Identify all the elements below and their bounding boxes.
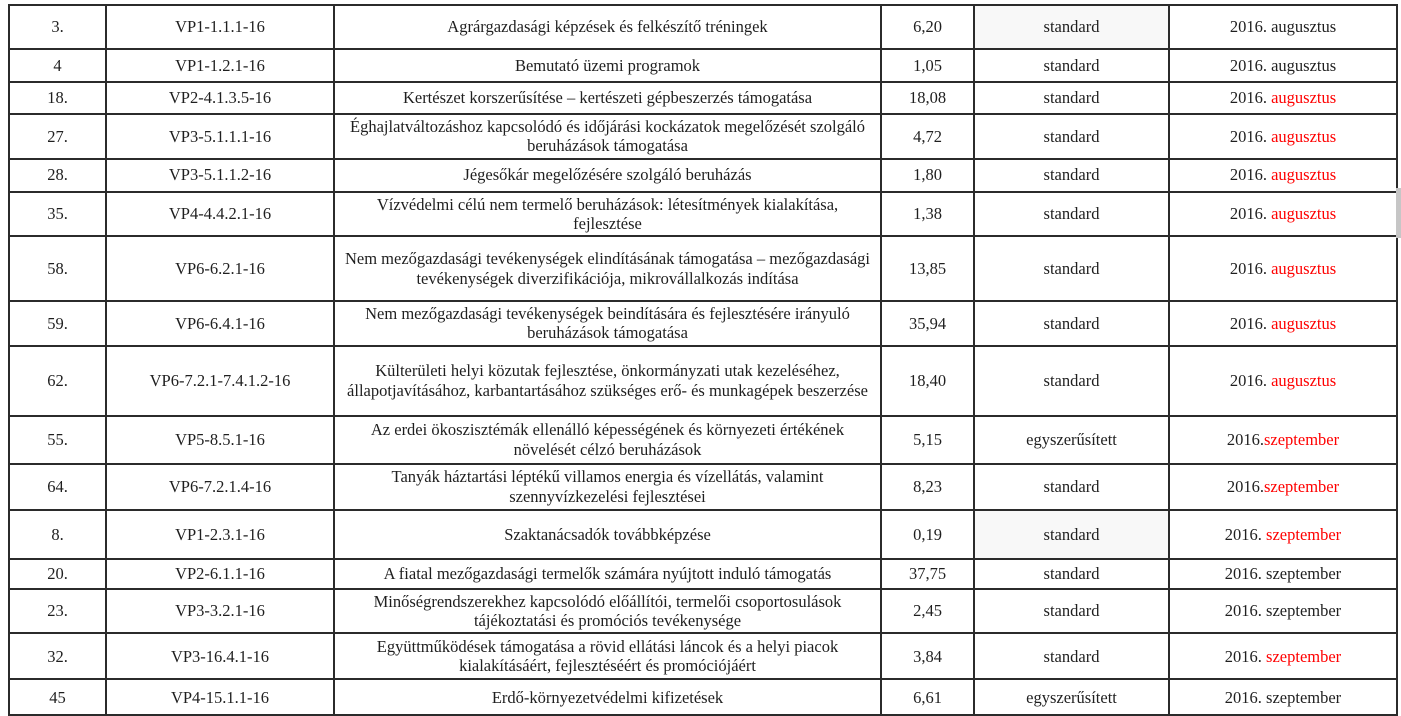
budget-value: 18,08 — [881, 82, 974, 114]
date-year: 2016. — [1224, 601, 1267, 621]
announcement-date — [1169, 589, 1397, 634]
procedure-type: standard — [974, 82, 1169, 114]
program-description: Jégesőkár megelőzésére szolgáló beruházás — [334, 159, 881, 192]
announcement-date — [1169, 464, 1397, 510]
program-description: Külterületi helyi közutak fejlesztése, önkormányzati utak kezeléséhez, állapotjavításához, karbantartásához szükséges erő- és munkagépek beszerzése — [334, 346, 881, 416]
date-year: 2016. — [1224, 564, 1267, 584]
row-number: 20. — [9, 559, 106, 589]
announcement-date — [1169, 510, 1397, 559]
procedure-type: standard — [974, 5, 1169, 49]
date-year: 2016. — [1229, 165, 1272, 185]
row-number: 8. — [9, 510, 106, 559]
table-row — [9, 589, 1397, 634]
budget-value: 3,84 — [881, 633, 974, 679]
budget-value: 4,72 — [881, 114, 974, 159]
program-code: VP1-1.2.1-16 — [106, 49, 334, 82]
date-month: augusztus — [1271, 259, 1337, 279]
row-number: 59. — [9, 301, 106, 346]
budget-value: 6,20 — [881, 5, 974, 49]
procedure-type: egyszerűsített — [974, 679, 1169, 715]
budget-value: 35,94 — [881, 301, 974, 346]
date-year: 2016. — [1229, 126, 1272, 146]
procedure-type: standard — [974, 301, 1169, 346]
date-year: 2016. — [1229, 88, 1272, 108]
row-number: 28. — [9, 159, 106, 192]
date-month: szeptember — [1266, 601, 1342, 621]
table-row — [9, 346, 1397, 416]
announcement-date — [1169, 114, 1397, 159]
table-row — [9, 464, 1397, 510]
program-code: VP3-5.1.1.2-16 — [106, 159, 334, 192]
date-month: augusztus — [1271, 165, 1337, 185]
announcement-date — [1169, 192, 1397, 237]
program-description: Tanyák háztartási léptékű villamos energia és vízellátás, valamint szennyvízkezelési fejlesztései — [334, 464, 881, 510]
program-description: Vízvédelmi célú nem termelő beruházások: létesítmények kialakítása, fejlesztése — [334, 192, 881, 237]
procedure-type: standard — [974, 236, 1169, 301]
budget-value: 1,38 — [881, 192, 974, 237]
row-number: 55. — [9, 416, 106, 464]
program-description: Kertészet korszerűsítése – kertészeti gépbeszerzés támogatása — [334, 82, 881, 114]
budget-value: 1,05 — [881, 49, 974, 82]
date-month: augusztus — [1271, 55, 1337, 75]
program-description: Együttműködések támogatása a rövid ellátási láncok és a helyi piacok kialakításáért, fejlesztéséért és promóciójáért — [334, 633, 881, 679]
table-row — [9, 49, 1397, 82]
date-year: 2016. — [1229, 371, 1272, 391]
row-number: 32. — [9, 633, 106, 679]
date-year: 2016. — [1224, 687, 1267, 707]
announcement-date — [1169, 679, 1397, 715]
date-year: 2016. — [1229, 204, 1272, 224]
program-description: Nem mezőgazdasági tevékenységek elindításának támogatása – mezőgazdasági tevékenységek diverzifikációja, mikrovállalkozás indítása — [334, 236, 881, 301]
program-description: Bemutató üzemi programok — [334, 49, 881, 82]
table-row — [9, 679, 1397, 715]
program-description: Éghajlatváltozáshoz kapcsolódó és időjárási kockázatok megelőzését szolgáló beruházások támogatása — [334, 114, 881, 159]
table-row — [9, 82, 1397, 114]
program-description: Szaktanácsadók továbbképzése — [334, 510, 881, 559]
funding-programs-table — [8, 4, 1398, 716]
budget-value: 0,19 — [881, 510, 974, 559]
budget-value: 6,61 — [881, 679, 974, 715]
program-description: Az erdei ökoszisztémák ellenálló képességének és környezeti értékének növelését célzó beruházások — [334, 416, 881, 464]
row-number: 62. — [9, 346, 106, 416]
announcement-date — [1169, 301, 1397, 346]
table-row — [9, 192, 1397, 237]
date-year: 2016. — [1229, 55, 1272, 75]
announcement-date — [1169, 236, 1397, 301]
program-code: VP2-4.1.3.5-16 — [106, 82, 334, 114]
row-number: 23. — [9, 589, 106, 634]
row-number: 3. — [9, 5, 106, 49]
date-year: 2016. — [1229, 259, 1272, 279]
program-description: A fiatal mezőgazdasági termelők számára nyújtott induló támogatás — [334, 559, 881, 589]
program-description: Agrárgazdasági képzések és felkészítő tréningek — [334, 5, 881, 49]
table-row — [9, 559, 1397, 589]
date-year: 2016. — [1224, 524, 1267, 544]
procedure-type: standard — [974, 346, 1169, 416]
date-year: 2016. — [1226, 477, 1264, 497]
procedure-type: standard — [974, 464, 1169, 510]
program-code: VP3-5.1.1.1-16 — [106, 114, 334, 159]
program-code: VP6-7.2.1.4-16 — [106, 464, 334, 510]
document-page — [8, 4, 1398, 716]
date-month: augusztus — [1271, 88, 1337, 108]
announcement-date — [1169, 5, 1397, 49]
procedure-type: standard — [974, 510, 1169, 559]
program-description: Minőségrendszerekhez kapcsolódó előállítói, termelői csoportosulások tájékoztatási és promóciós tevékenysége — [334, 589, 881, 634]
row-number: 64. — [9, 464, 106, 510]
vertical-scrollbar[interactable] — [1396, 0, 1401, 707]
procedure-type: standard — [974, 192, 1169, 237]
budget-value: 13,85 — [881, 236, 974, 301]
date-year: 2016. — [1226, 430, 1264, 450]
program-code: VP5-8.5.1-16 — [106, 416, 334, 464]
table-row — [9, 236, 1397, 301]
table-row — [9, 5, 1397, 49]
date-month: augusztus — [1271, 17, 1337, 37]
table-row — [9, 114, 1397, 159]
announcement-date — [1169, 82, 1397, 114]
scrollbar-thumb[interactable] — [1396, 188, 1401, 238]
program-code: VP2-6.1.1-16 — [106, 559, 334, 589]
date-year: 2016. — [1224, 646, 1267, 666]
program-code: VP6-7.2.1-7.4.1.2-16 — [106, 346, 334, 416]
program-code: VP6-6.4.1-16 — [106, 301, 334, 346]
program-code: VP1-2.3.1-16 — [106, 510, 334, 559]
row-number: 58. — [9, 236, 106, 301]
date-year: 2016. — [1229, 17, 1272, 37]
budget-value: 2,45 — [881, 589, 974, 634]
procedure-type: standard — [974, 114, 1169, 159]
date-month: augusztus — [1271, 126, 1337, 146]
row-number: 35. — [9, 192, 106, 237]
budget-value: 37,75 — [881, 559, 974, 589]
procedure-type: standard — [974, 559, 1169, 589]
budget-value: 5,15 — [881, 416, 974, 464]
date-month: szeptember — [1266, 564, 1342, 584]
table-row — [9, 301, 1397, 346]
row-number: 27. — [9, 114, 106, 159]
procedure-type: standard — [974, 589, 1169, 634]
program-description: Nem mezőgazdasági tevékenységek beindítására és fejlesztésére irányuló beruházások támogatása — [334, 301, 881, 346]
procedure-type: standard — [974, 49, 1169, 82]
date-month: augusztus — [1271, 371, 1337, 391]
announcement-date — [1169, 416, 1397, 464]
program-description: Erdő-környezetvédelmi kifizetések — [334, 679, 881, 715]
announcement-date — [1169, 49, 1397, 82]
budget-value: 8,23 — [881, 464, 974, 510]
announcement-date — [1169, 633, 1397, 679]
budget-value: 1,80 — [881, 159, 974, 192]
table-row — [9, 510, 1397, 559]
date-month: szeptember — [1266, 646, 1342, 666]
date-month: augusztus — [1271, 313, 1337, 333]
procedure-type: standard — [974, 633, 1169, 679]
procedure-type: standard — [974, 159, 1169, 192]
row-number: 45 — [9, 679, 106, 715]
date-year: 2016. — [1229, 313, 1272, 333]
date-month: augusztus — [1271, 204, 1337, 224]
table-row — [9, 159, 1397, 192]
announcement-date — [1169, 159, 1397, 192]
announcement-date — [1169, 346, 1397, 416]
procedure-type: egyszerűsített — [974, 416, 1169, 464]
program-code: VP4-4.4.2.1-16 — [106, 192, 334, 237]
program-code: VP3-3.2.1-16 — [106, 589, 334, 634]
date-month: szeptember — [1266, 687, 1342, 707]
program-code: VP1-1.1.1-16 — [106, 5, 334, 49]
program-code: VP4-15.1.1-16 — [106, 679, 334, 715]
program-code: VP3-16.4.1-16 — [106, 633, 334, 679]
row-number: 4 — [9, 49, 106, 82]
announcement-date — [1169, 559, 1397, 589]
row-number: 18. — [9, 82, 106, 114]
budget-value: 18,40 — [881, 346, 974, 416]
program-code: VP6-6.2.1-16 — [106, 236, 334, 301]
table-row — [9, 633, 1397, 679]
date-month: szeptember — [1263, 430, 1340, 450]
date-month: szeptember — [1266, 524, 1342, 544]
date-month: szeptember — [1263, 477, 1340, 497]
table-row — [9, 416, 1397, 464]
